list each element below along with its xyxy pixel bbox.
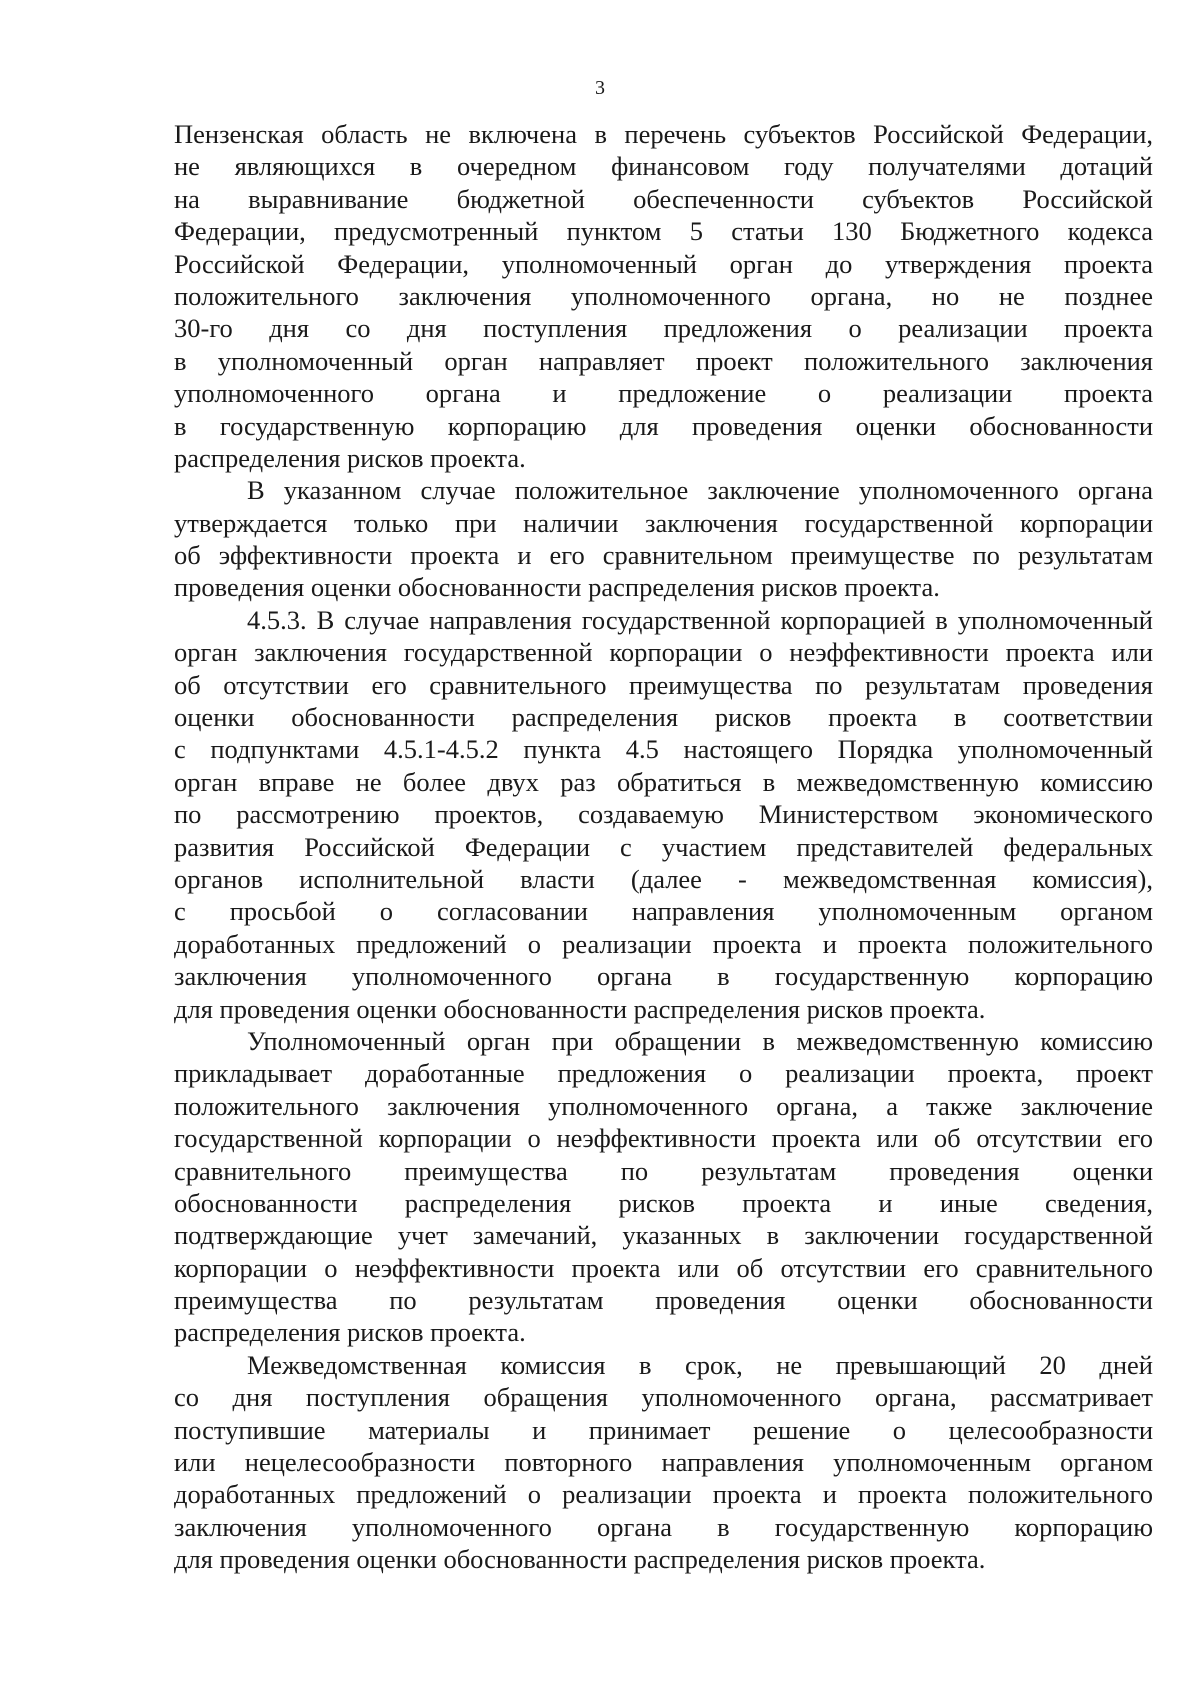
text-line: положительного заключения уполномоченного органа, но не позднее <box>174 280 1153 311</box>
text-line: об эффективности проекта и его сравнительном преимуществе по результатам <box>174 540 1153 571</box>
text-line: доработанных предложений о реализации проекта и проекта положительного <box>174 928 1153 959</box>
paragraph-p2 <box>174 474 1153 604</box>
text-line: 4.5.3. В случае направления государственной корпорацией в уполномоченный <box>247 604 1153 635</box>
text-line: заключения уполномоченного органа в государственную корпорацию <box>174 1511 1153 1542</box>
text-line: органов исполнительной власти (далее - межведомственная комиссия), <box>174 863 1153 894</box>
text-line: подтверждающие учет замечаний, указанных в заключении государственной <box>174 1220 1153 1251</box>
text-line: с просьбой о согласовании направления уполномоченным органом <box>174 896 1153 927</box>
page-number: 3 <box>595 77 605 99</box>
text-line: в уполномоченный орган направляет проект положительного заключения <box>174 345 1153 376</box>
text-line: утверждается только при наличии заключения государственной корпорации <box>174 507 1153 538</box>
text-line: для проведения оценки обоснованности распределения рисков проекта. <box>174 1544 986 1575</box>
paragraph-p3 <box>174 604 1153 1025</box>
document-body <box>174 118 1153 1576</box>
text-line: оценки обоснованности распределения рисков проекта в соответствии <box>174 702 1153 733</box>
text-line: прикладывает доработанные предложения о реализации проекта, проект <box>174 1058 1153 1089</box>
paragraph-p4 <box>174 1025 1153 1349</box>
text-line: по рассмотрению проектов, создаваемую Министерством экономического <box>174 799 1153 830</box>
text-line: проведения оценки обоснованности распределения рисков проекта. <box>174 572 940 603</box>
text-line: об отсутствии его сравнительного преимущества по результатам проведения <box>174 669 1153 700</box>
paragraph-p1 <box>174 118 1153 474</box>
text-line: 30-го дня со дня поступления предложения о реализации проекта <box>174 313 1153 344</box>
text-line: Уполномоченный орган при обращении в межведомственную комиссию <box>247 1025 1153 1056</box>
text-line: развития Российской Федерации с участием представителей федеральных <box>174 831 1153 862</box>
text-line: преимущества по результатам проведения оценки обоснованности <box>174 1285 1153 1316</box>
text-line: не являющихся в очередном финансовом году получателями дотаций <box>174 151 1153 182</box>
text-line: государственной корпорации о неэффективности проекта или об отсутствии его <box>174 1123 1153 1154</box>
text-line: обоснованности распределения рисков проекта и иные сведения, <box>174 1187 1153 1218</box>
text-line: Пензенская область не включена в перечень субъектов Российской Федерации, <box>174 119 1153 149</box>
text-line: распределения рисков проекта. <box>174 442 526 473</box>
text-line: сравнительного преимущества по результатам проведения оценки <box>174 1155 1153 1186</box>
text-line: распределения рисков проекта. <box>174 1317 526 1348</box>
text-line: или нецелесообразности повторного направления уполномоченным органом <box>174 1447 1153 1478</box>
text-line: Российской Федерации, уполномоченный орган до утверждения проекта <box>174 248 1153 279</box>
text-line: В указанном случае положительное заключение уполномоченного органа <box>247 475 1153 506</box>
text-line: корпорации о неэффективности проекта или об отсутствии его сравнительного <box>174 1252 1153 1283</box>
text-line: со дня поступления обращения уполномоченного органа, рассматривает <box>174 1382 1153 1413</box>
text-line: заключения уполномоченного органа в государственную корпорацию <box>174 961 1153 992</box>
text-line: с подпунктами 4.5.1-4.5.2 пункта 4.5 настоящего Порядка уполномоченный <box>174 734 1153 765</box>
text-line: положительного заключения уполномоченного органа, а также заключение <box>174 1090 1153 1121</box>
text-line: орган заключения государственной корпорации о неэффективности проекта или <box>174 637 1153 668</box>
text-line: поступившие материалы и принимает решение о целесообразности <box>174 1414 1153 1445</box>
text-line: орган вправе не более двух раз обратиться в межведомственную комиссию <box>174 766 1153 797</box>
text-line: для проведения оценки обоснованности распределения рисков проекта. <box>174 993 986 1024</box>
paragraph-p5 <box>174 1349 1153 1576</box>
text-line: Межведомственная комиссия в срок, не превышающий 20 дней <box>247 1349 1153 1380</box>
text-line: на выравнивание бюджетной обеспеченности субъектов Российской <box>174 183 1153 214</box>
text-line: уполномоченного органа и предложение о реализации проекта <box>174 378 1153 409</box>
text-line: в государственную корпорацию для проведения оценки обоснованности <box>174 410 1153 441</box>
text-line: Федерации, предусмотренный пунктом 5 статьи 130 Бюджетного кодекса <box>174 216 1153 247</box>
text-line: доработанных предложений о реализации проекта и проекта положительного <box>174 1479 1153 1510</box>
